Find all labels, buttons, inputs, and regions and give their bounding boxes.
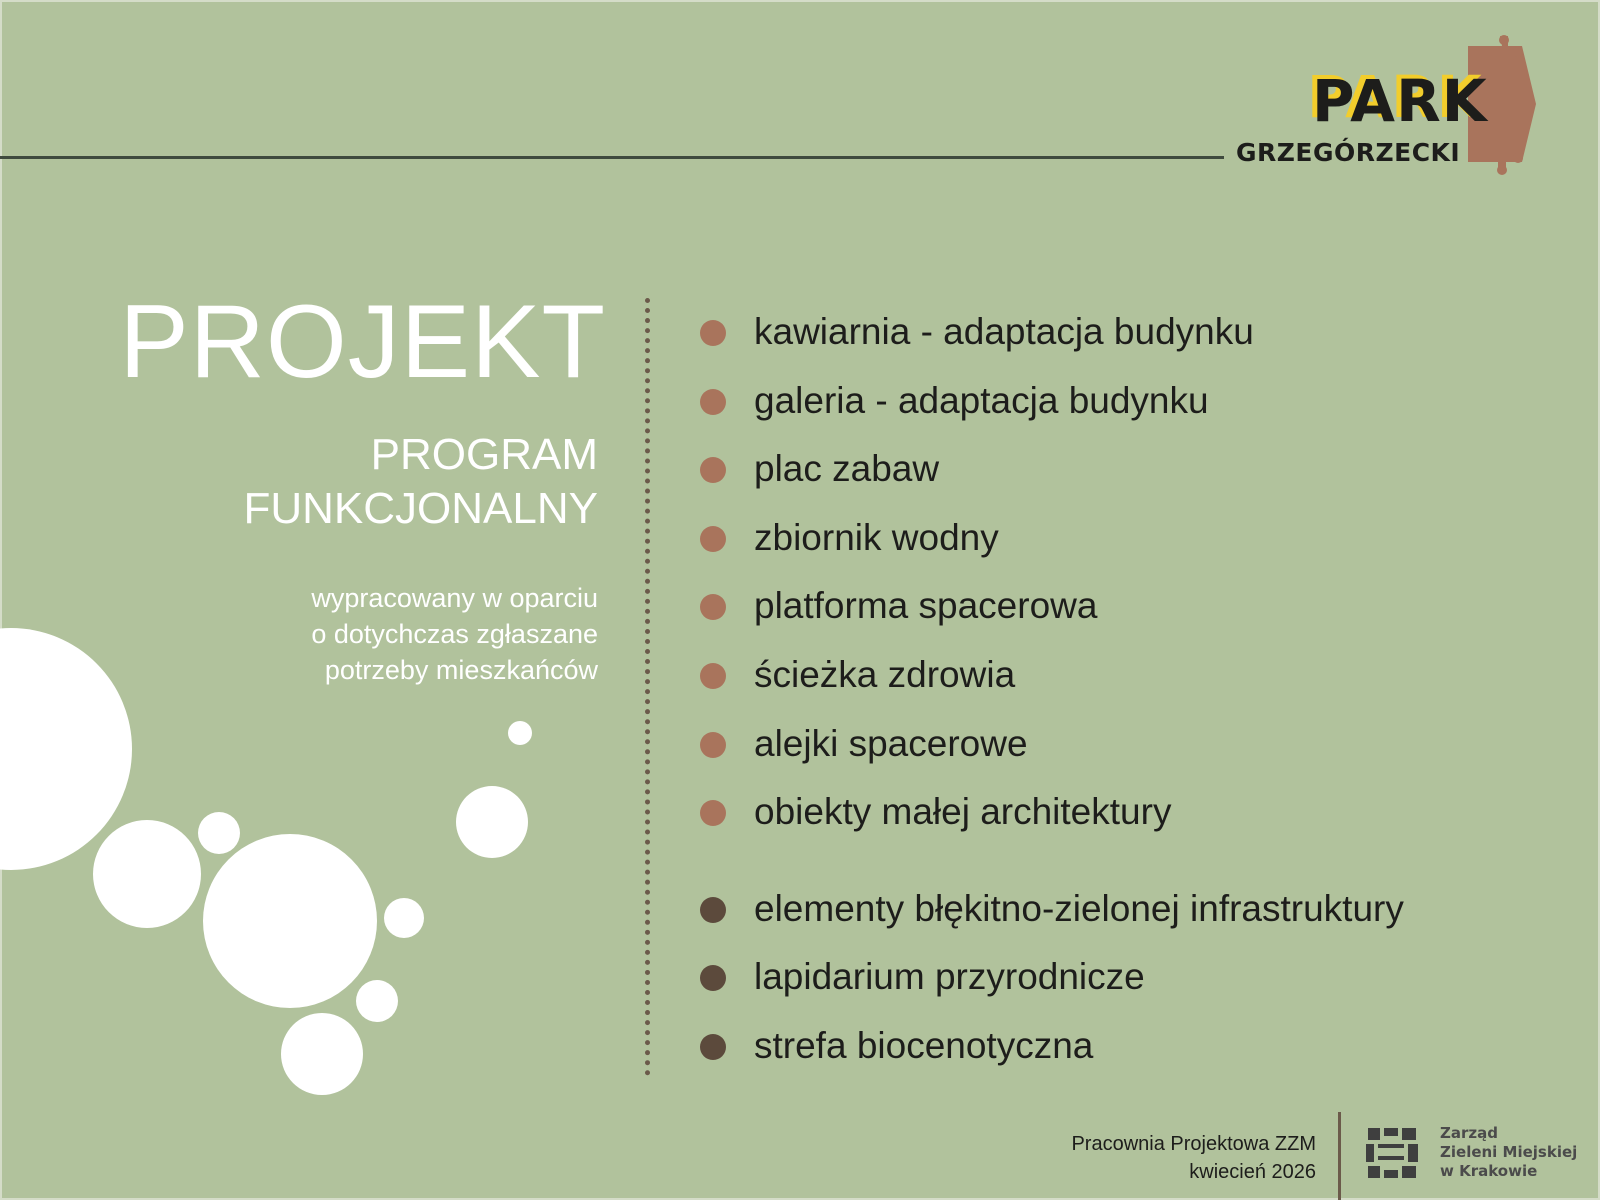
bullet-dot: [700, 594, 726, 620]
zzm-org-name: [1440, 1124, 1577, 1181]
bullet-dot: [700, 663, 726, 689]
list-item: [700, 310, 1404, 379]
bullet-dot: [700, 526, 726, 552]
bullet-dot: [700, 800, 726, 826]
list-item-label: obiekty małej architektury: [754, 791, 1172, 833]
bullet-dot: [700, 457, 726, 483]
footer-date: kwiecień 2026: [1189, 1161, 1316, 1183]
org-name-line: Zieleni Miejskiej: [1440, 1143, 1578, 1161]
bullet-dot: [700, 320, 726, 346]
description-line: wypracowany w oparciu: [311, 583, 598, 613]
list-item-label: strefa biocenotyczna: [754, 1024, 1094, 1066]
list-item-label: elementy błękitno-zielonej infrastruktury: [754, 887, 1404, 929]
logo-name-text: GRZEGÓRZECKI: [1236, 138, 1461, 167]
decor-circle: [356, 980, 398, 1022]
list-item: [700, 955, 1404, 1024]
bullet-dot: [700, 389, 726, 415]
bullet-dot: [700, 897, 726, 923]
list-item-label: ścieżka zdrowia: [754, 653, 1016, 695]
description: [311, 580, 598, 688]
org-name-line: w Krakowie: [1440, 1162, 1538, 1180]
list-item: [700, 584, 1404, 653]
decor-circle: [384, 898, 424, 938]
list-item-label: plac zabaw: [754, 448, 940, 490]
list-item: [700, 790, 1404, 859]
list-item: [700, 1024, 1404, 1093]
description-line: o dotychczas zgłaszane: [311, 619, 598, 649]
footer-studio: Pracownia Projektowa ZZM: [1071, 1133, 1316, 1155]
subtitle-line: FUNKCJONALNY: [243, 484, 598, 533]
park-grzegorzecki-logo: [1236, 32, 1566, 182]
decor-circle: [456, 786, 528, 858]
decor-circle: [508, 721, 532, 745]
bullet-dot: [700, 732, 726, 758]
list-item-label: alejki spacerowe: [754, 722, 1028, 764]
zzm-logo-icon: [1364, 1126, 1420, 1182]
list-item: [700, 887, 1404, 956]
page-subtitle: [244, 428, 599, 536]
list-item: [700, 379, 1404, 448]
list-item: [700, 722, 1404, 791]
list-item-label: zbiornik wodny: [754, 516, 999, 558]
functional-program-list: [700, 310, 1404, 1093]
decor-circle: [93, 820, 201, 928]
footer-separator: [1338, 1112, 1341, 1200]
description-line: potrzeby mieszkańców: [324, 655, 598, 685]
list-item-label: kawiarnia - adaptacja budynku: [754, 311, 1254, 352]
bullet-dot: [700, 1034, 726, 1060]
list-item-label: platforma spacerowa: [754, 585, 1098, 627]
footer-credits: [1071, 1130, 1316, 1186]
decor-circle: [198, 812, 240, 854]
decor-circle: [203, 834, 377, 1008]
list-item-label: galeria - adaptacja budynku: [754, 379, 1209, 421]
list-item-label: lapidarium przyrodnicze: [754, 956, 1145, 998]
page-title: PROJEKT: [119, 284, 606, 400]
bullet-dot: [700, 965, 726, 991]
list-item: [700, 447, 1404, 516]
header-rule: [0, 156, 1224, 159]
decor-circle: [281, 1013, 363, 1095]
logo-park-text: PARK: [1312, 67, 1488, 135]
dotted-divider: [645, 298, 650, 1076]
list-item: [700, 516, 1404, 585]
list-item: [700, 653, 1404, 722]
org-name-line: Zarząd: [1440, 1124, 1498, 1142]
subtitle-line: PROGRAM: [370, 430, 598, 479]
